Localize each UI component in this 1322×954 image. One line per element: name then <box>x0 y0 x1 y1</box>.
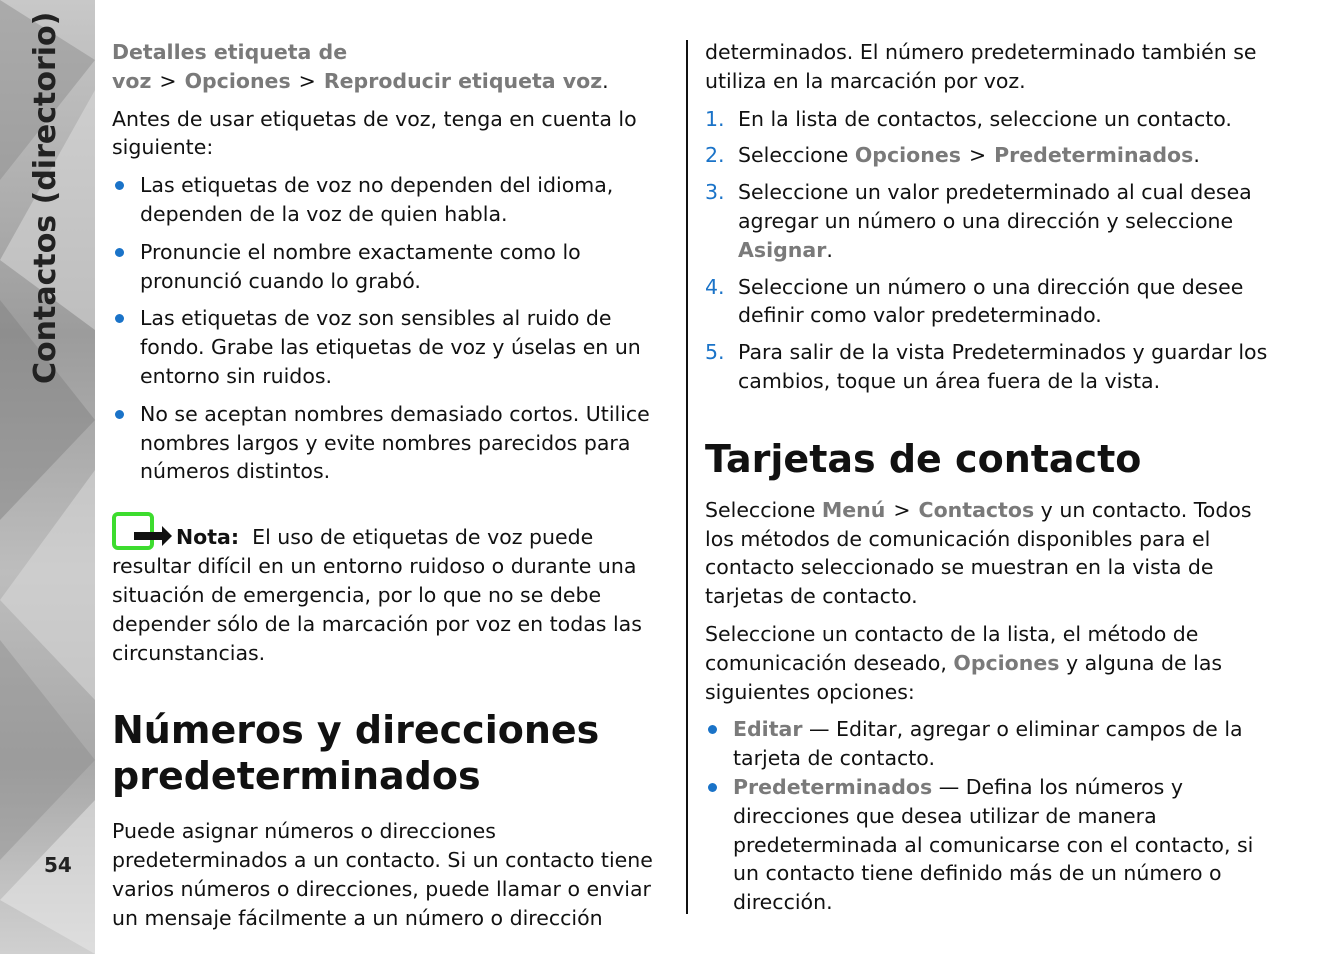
left-column <box>112 38 674 942</box>
option-predeterminados[interactable]: Predeterminados <box>994 143 1194 168</box>
text: Seleccione un contacto de la lista, el método de comunicación deseado, <box>705 621 1199 675</box>
step-number: 2. <box>705 143 725 168</box>
right-column <box>705 38 1270 917</box>
contact-cards-paragraph-1 <box>705 496 1270 611</box>
default-steps-list <box>705 105 1270 396</box>
step-text: Seleccione un valor predeterminado al cual desea agregar un número o una dirección y seleccione <box>738 180 1252 233</box>
column-divider <box>686 40 688 914</box>
step-item <box>705 273 1270 331</box>
option-opciones[interactable]: Opciones <box>854 143 961 168</box>
option-contactos[interactable]: Contactos <box>918 497 1035 522</box>
intro-paragraph: Antes de usar etiquetas de voz, tenga en cuenta lo siguiente: <box>112 106 637 160</box>
list-item <box>705 715 1270 773</box>
step-item <box>705 105 1270 134</box>
default-numbers-paragraph: Puede asignar números o direcciones predeterminados a un contacto. Si un contacto tiene varios números o direcciones, puede llamar o enviar un mensaje fácilmente a un número o dirección <box>112 819 653 930</box>
step-number: 1. <box>705 106 725 131</box>
contact-cards-paragraph-2 <box>705 620 1270 706</box>
step-period: . <box>826 237 833 262</box>
breadcrumb-options[interactable]: Opciones <box>184 68 291 93</box>
step-period: . <box>1193 143 1200 168</box>
step-number: 3. <box>705 180 725 205</box>
breadcrumb-separator: > <box>159 68 177 93</box>
section-heading-default-numbers: Números y direcciones predeterminados <box>112 708 600 799</box>
step-text: En la lista de contactos, seleccione un contacto. <box>738 106 1232 131</box>
breadcrumb <box>112 38 674 96</box>
step-item <box>705 141 1270 170</box>
note-icon <box>112 512 172 552</box>
note-paragraph <box>112 512 674 667</box>
text: y alguna de las siguientes opciones: <box>705 650 1223 704</box>
continuation-paragraph: determinados. El número predeterminado también se utiliza en la marcación por voz. <box>705 40 1257 93</box>
step-number: 4. <box>705 274 725 299</box>
section-heading-contact-cards: Tarjetas de contacto <box>705 436 1142 481</box>
voice-tag-tips-list <box>112 171 674 486</box>
option-description: — Defina los números y direcciones que desea utilizar de manera predeterminada al comunicarse con el contacto, si un contacto tiene definido más de un número o dirección. <box>733 774 1254 915</box>
breadcrumb-period: . <box>602 68 609 93</box>
menu-separator: > <box>968 143 987 168</box>
chapter-title: Contactos (directorio) <box>28 11 63 384</box>
option-predeterminados[interactable]: Predeterminados <box>733 774 933 799</box>
step-text: Seleccione <box>738 143 849 168</box>
list-item: No se aceptan nombres demasiado cortos. Utilice nombres largos y evite nombres parecidos para números distintos. <box>112 400 674 486</box>
page-number: 54 <box>44 853 72 877</box>
breadcrumb-play-voice-tag[interactable]: Reproducir etiqueta voz <box>323 68 603 93</box>
option-description: — Editar, agregar o eliminar campos de la tarjeta de contacto. <box>733 717 1243 771</box>
step-item <box>705 178 1270 264</box>
note-text: El uso de etiquetas de voz puede resultar difícil en un entorno ruidoso o durante una situación de emergencia, por lo que no se debe depender sólo de la marcación por voz en todas las circunstancias. <box>112 525 642 665</box>
step-item <box>705 338 1270 396</box>
contact-card-options-list <box>705 715 1270 917</box>
note-label: Nota: <box>176 525 240 550</box>
menu-separator: > <box>893 497 911 522</box>
option-menu[interactable]: Menú <box>821 497 886 522</box>
list-item: Las etiquetas de voz no dependen del idioma, dependen de la voz de quien habla. <box>112 171 674 229</box>
step-text: Seleccione un número o una dirección que desee definir como valor predeterminado. <box>738 274 1244 328</box>
text: y un contacto. Todos los métodos de comunicación disponibles para el contacto seleccionado se muestran en la vista de tarjetas de contacto. <box>705 497 1252 609</box>
breadcrumb-separator: > <box>298 68 316 93</box>
option-opciones[interactable]: Opciones <box>953 650 1060 675</box>
step-text: Para salir de la vista Predeterminados y guardar los cambios, toque un área fuera de la vista. <box>738 340 1268 393</box>
list-item: Pronuncie el nombre exactamente como lo pronunció cuando lo grabó. <box>112 238 674 296</box>
list-item <box>705 773 1270 917</box>
text: Seleccione <box>705 497 816 522</box>
list-item: Las etiquetas de voz son sensibles al ruido de fondo. Grabe las etiquetas de voz y úselas en un entorno sin ruidos. <box>112 304 674 390</box>
option-editar[interactable]: Editar <box>733 717 803 742</box>
step-number: 5. <box>705 340 725 365</box>
option-asignar[interactable]: Asignar <box>738 237 827 262</box>
sidebar <box>0 0 95 954</box>
breadcrumb-voice-tag-details[interactable]: Detalles etiqueta de voz <box>112 40 348 93</box>
